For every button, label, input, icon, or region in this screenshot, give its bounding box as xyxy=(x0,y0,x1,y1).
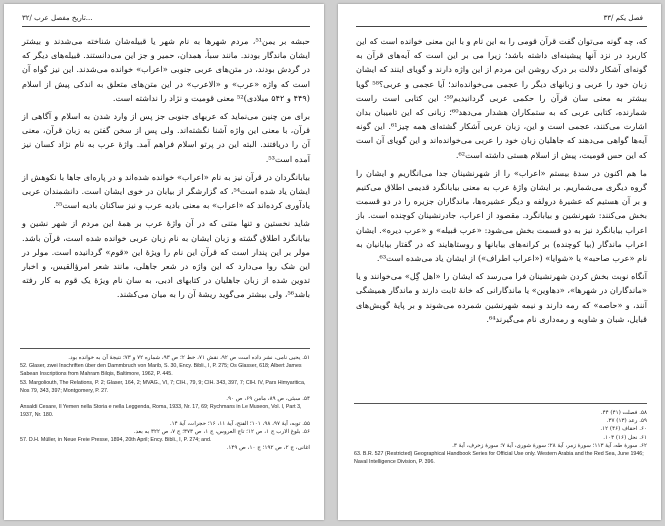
footnote: 53. Margoliouth, The Relations, P. 2; Glaser, 164, 2; MVAG., VI, 7; CIH., 79, 9; CIH. 343, 397, 7; CIH. IV, Pars Himyaritica, Nos 79, 343, 397; Montgomery, P. 27. xyxy=(20,379,306,394)
footnote: ۶۱. نحل (۱۶) ۱۰۳. xyxy=(603,434,647,441)
body-text xyxy=(356,34,647,330)
paragraph: حبشه بر یمن⁵¹، مردم شهرها به نام شهر یا قبیله‌شان شناخته می‌شدند و بیشتر ایشان ماندگار بودند. مانند سبأ، همدان، حمیر و جز این می‌دانستند. قبیله‌های دیگر که در گردش بودند، در متن‌های عربی جنوبی «اعراب» خوانده می‌شدند. این نیز گواه آن است که واژه «عرب» و «الاعرب» در این متن‌های متعلق به اندکی پیش از اسلام (۴۴۹ و ۵۴۲ میلادی)⁵² معنی قومیت و نژاد را نداشته است. xyxy=(22,36,310,103)
paragraph: ما هم اکنون در سدهٔ بیستم «اعراب» را از شهرنشینان جدا می‌انگاریم و ایشان را گروه دیگری می‌شماریم. بر ایشان واژهٔ عرب به معنی بیابانگرد قدیمی اطلاق می‌کنیم و بر آن هستیم که عشیرهٔ درولفه و دیگر عشیره‌ها، ماندگاران جزیره را در دو قسمت بخش می‌کنند: شهرنشین و بیابانگرد. مقصود از اعراب، جادرنشینان کوچنده است. باز اعراب بیابانگرد نیز به دو قسمت بخش می‌شود: «عرب قبیله» و «عرب دیره». ایشان اعراب ماندگار (بیا کوچنده) بر کرانه‌های بیابانها و روستاهایند که در گفتار بیابانیان به نام «عرب صاحبه» یا «شوایا» («اعراب اطراف») از ایشان یاد می‌شده است⁶³. xyxy=(356,167,647,264)
footnote: اغانی، ج ۲، ص ۱۹۲؛ ج ۱۰، ص ۱۴۹. xyxy=(226,445,310,452)
footnote: ۵۴. سبئی، ص ۸۹، مامن ۶۹، ص ۹۰. xyxy=(226,396,310,403)
footnote: ۶۲. سورهٔ طه، آیهٔ ۱۱۳؛ سورهٔ زمر، آیهٔ ۲۸؛ سورهٔ شوری، آیهٔ ۷؛ سورهٔ زخرف، آیهٔ ۳. xyxy=(452,442,647,449)
paragraph: بیابانگردان در قرآن نیز به نام «اعراب» خوانده شده‌اند و در پاره‌ای جاها با نکوهش از ایشان یاد شده است⁵⁴، که گزارشگر از بیابان در خوی ایشان است. دانشمندان عربی یادآوری کرده‌اند که «اعراب» به معنی بادیه عرب و نیز ساکنان بادیه است⁵⁵. xyxy=(22,171,310,211)
footnote-rule xyxy=(20,348,310,349)
header-rule xyxy=(22,26,310,27)
footnote: ۵۹. رعد (۱۳) ۳۷. xyxy=(606,418,647,425)
footnote-rule xyxy=(354,403,647,404)
footnotes xyxy=(20,354,310,452)
footnote: ۵۵. توبه، آیهٔ ۹۷، ۹۸، ۱۰۱؛ الفتح، آیهٔ ۱۱، ۱۶؛ حجرات، آیهٔ ۱۴. xyxy=(169,420,310,427)
footnote: 57. D.H. Müller, in Neue Freie Presse, 1894, 20th April; Ency. Bibli., I, P. 274; and. xyxy=(20,437,212,444)
paragraph: برای من چنین می‌نماید که عربهای جنوبی جز پس از وارد شدن به اسلام و آگاهی از قرآن، با معنی این واژه آشنا نگشته‌اند. ولی پس از سخن گفتن به زبان قرآن، معنی آن را دریافتند. البته این در پرتو اسلام فراهم آمد. واژهٔ عرب به نام نژاد کسان نیز آمده است⁵³. xyxy=(22,111,310,164)
paragraph: که، چه گونه می‌توان گفت قرآن قومی را به این نام و با این معنی خوانده است که این کاربرد در نزد آنها پیشینه‌ای داشته باشد؛ زیرا می‌ بر این است که آیه‌های قرآن به گونه‌ای آشکار دلالت بر درک روشن این مردم از این واژه دارند و گویای اینند که ایشان زبان خود را عربی و زبانهای دیگر را عجمی می‌خوانده‌اند؛ آیا عجمی و عربی؟⁵⁸ گویا بیشتر به معنی سان قرآن را حکمی عربی گردانیدیم⁵⁹؛ این کتابی است راست شمارنده، کتابی عربی که به ستمکاران هشدار می‌دهد⁶⁰؛ زبانی که این تامیبان بدان اشارت می‌کنند، عجمی است و این، زبان عربی آشکار گشته‌ای همه چیز⁶¹. این گونه آیه‌ها گواهی می‌دهند که جاهلیان زبان خود را عربی می‌خوانده‌اند و این گویای آن است که این حس قومیت، پیش از اسلام هستی داشته است⁶². xyxy=(356,36,648,160)
footnote: ۶۰. احقاف (۴۶) ۱۲. xyxy=(600,426,647,433)
right-page xyxy=(338,4,661,520)
paragraph: آنگاه نوبت بخش کردن شهرنشینان فرا می‌رسد که ایشان را «اهل گِل» می‌خوانند و یا «ماندگاران در شهرها»، «دهاوین» یا ماندگارانی که خانهٔ ثابت دارند و ماندگار همیشگی آنند، و «حاصه» که رمه دارند و نیمه شهرنشین شمرده می‌شوند و بر پایهٔ گویش‌های قبایل، شبان و شاویه و رمه‌داری نام می‌گیرند⁶⁴. xyxy=(356,271,647,324)
footnote: ۵۸. فصلت (۴۱) ۴۴. xyxy=(600,410,647,416)
footnotes xyxy=(354,409,647,466)
footnote: ۵۱. یحیی نامی، نشر داده است ص ۹۲، نقش ۷۱، خط ۲؛ ص ۹۳، شماره ۷۲ و ۷۳؛ نتیجهٔ آن به خوانده بود. xyxy=(68,355,310,361)
left-page xyxy=(4,4,324,520)
paragraph: شاید نخستین و تنها متنی که در آن واژهٔ عرب بر همهٔ این مردم از شهر نشین و بیابانگرد اطلاق گشته و زبان ایشان به نام زبان عربی خوانده شده است، قرآن باشد. مولر بر این پندار است که قرآن این نام را ویژهٔ این «قوم» گردانیده است. مولر در این شک روا می‌دارد که این واژه در شعر جاهلی، مانند شعر امرؤالقیس، و اخبار تدوین شده از زبان جاهلیان در کتابهای ادبی، به سان نام ویژهٔ یک قوم به کار رفته باشد⁵⁶، ولی بیشتر می‌گوید ریشهٔ آن را به میان می‌کشند. xyxy=(22,218,310,300)
running-header: فصل یکم /۳۳ xyxy=(603,14,643,22)
footnote: 52. Glaser, zwei Inschriften über den Dammbruch von Marib, S. 30, Ency. Bibli., I, P. 275; Os Glasser, 618; Albert James Sabean Inscriptions from Mahram Bilqis, Baltimore, 1962, P. 445. xyxy=(20,363,302,378)
footnote: 63. B.R. 527 (Restricted) Geographical Handbook Series for Official Use only. Western Arabia and the Red Sea, June 1946; Naval Intelligence Division, P. 396. xyxy=(354,451,644,466)
footnote: ۵۶. بلوغ الارب ج ۱، ص ۱۲؛ تاج العروس، ج ۱، ص ۳۷۳؛ ج ۷، ص ۳۲۲ به بعد. xyxy=(133,428,310,435)
running-header: ۳۲/ تاریخ مفصل عرب... xyxy=(22,14,93,22)
footnote: Ansaldi Cesare, Il Yemen nella Storia e nella Leggenda, Roma, 1933, Nr. 17, 69; Rychmans in Le Museon, Vol. I, Part 3, 1937, Nr. 180. xyxy=(20,404,302,419)
header-rule xyxy=(356,26,647,27)
body-text xyxy=(22,34,310,306)
